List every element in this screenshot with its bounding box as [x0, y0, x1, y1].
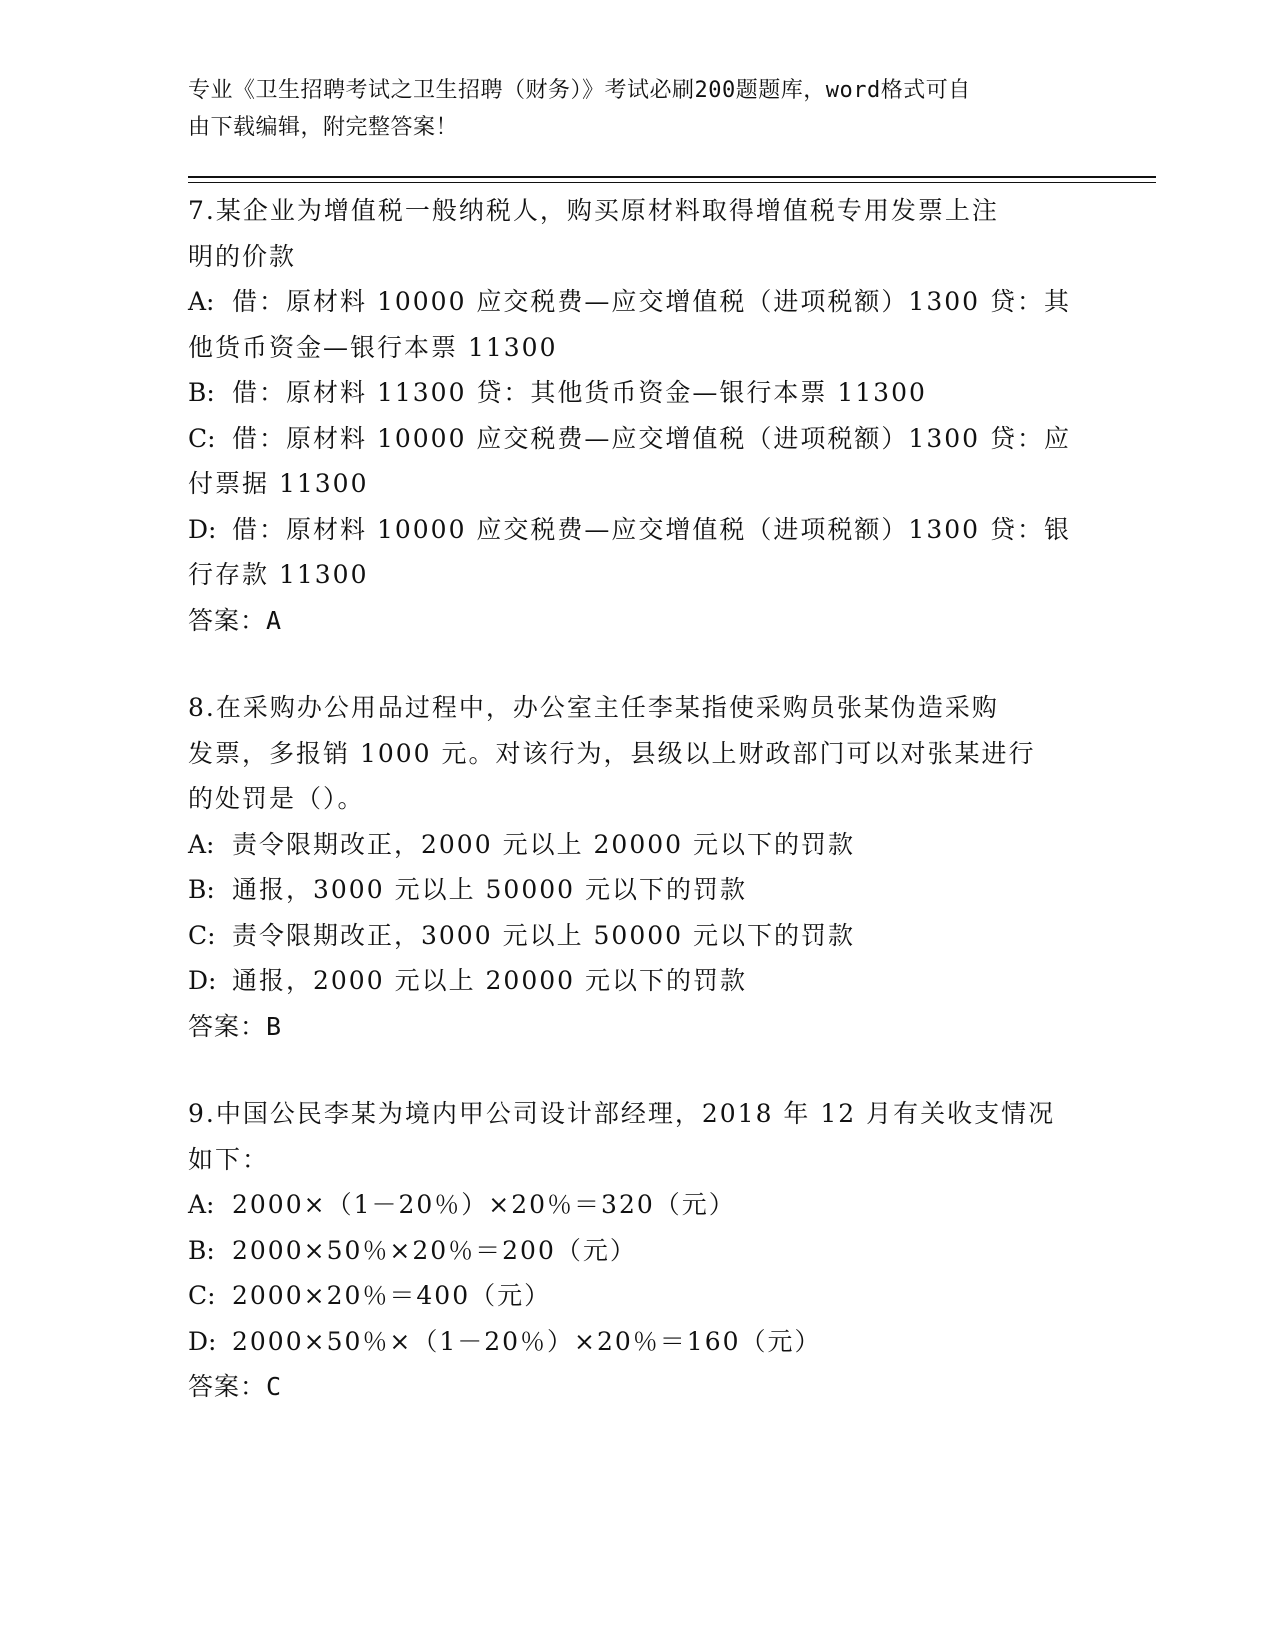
header-line-2: 由下载编辑，附完整答案！	[188, 115, 459, 140]
header-divider-thick	[188, 176, 1156, 178]
option-label: A:	[188, 829, 215, 859]
option-line	[188, 1273, 1088, 1319]
option-line	[188, 507, 1088, 553]
option-line	[188, 325, 1088, 371]
option-text: 借：原材料 10000 应交税费—应交增值税（进项税额）1300 贷：其	[232, 287, 1071, 316]
option-line	[188, 958, 1088, 1004]
option-text: 通报，3000 元以上 50000 元以下的罚款	[232, 875, 747, 904]
option-line	[188, 461, 1088, 507]
option-text: 2000×50％×20％＝200（元）	[232, 1235, 637, 1265]
option-line	[188, 1319, 1088, 1365]
option-label: D:	[188, 514, 217, 544]
option-label: B:	[188, 875, 215, 904]
option-line	[188, 370, 1088, 416]
option-text: 2000×（1－20％）×20％＝320（元）	[232, 1190, 736, 1219]
option-label: B:	[188, 378, 215, 407]
answer-line: 答案：A	[188, 605, 283, 635]
option-text: 借：原材料 11300 贷：其他货币资金—银行本票 11300	[232, 378, 927, 407]
question-stem-line: 发票，多报销 1000 元。对该行为，县级以上财政部门可以对张某进行	[188, 738, 1036, 768]
option-line	[188, 552, 1088, 598]
option-text: 借：原材料 10000 应交税费—应交增值税（进项税额）1300 贷：银	[232, 514, 1071, 544]
question-stem-line: 如下：	[188, 1144, 270, 1174]
question-block	[188, 1091, 1088, 1410]
option-text: 行存款 11300	[188, 560, 369, 589]
option-line	[188, 416, 1088, 462]
header-line-1: 专业《卫生招聘考试之卫生招聘（财务）》考试必刷200题题库，word格式可自	[188, 78, 971, 103]
option-label: D:	[188, 966, 217, 995]
option-label: C:	[188, 920, 216, 950]
option-text: 责令限期改正，3000 元以上 50000 元以下的罚款	[232, 920, 855, 950]
option-line	[188, 913, 1088, 959]
option-label: D:	[188, 1326, 217, 1356]
option-text: 2000×50％×（1－20％）×20％＝160（元）	[232, 1326, 822, 1356]
answer-line: 答案：C	[188, 1372, 283, 1401]
option-label: A:	[188, 287, 215, 316]
option-text: 通报，2000 元以上 20000 元以下的罚款	[232, 966, 747, 995]
option-text: 2000×20％＝400（元）	[232, 1281, 552, 1310]
option-text: 责令限期改正，2000 元以上 20000 元以下的罚款	[232, 829, 855, 859]
option-line	[188, 822, 1088, 868]
question-stem-line: 8.在采购办公用品过程中，办公室主任李某指使采购员张某伪造采购	[188, 693, 999, 722]
question-stem-line: 明的价款	[188, 241, 297, 271]
option-line	[188, 1182, 1088, 1228]
option-line	[188, 279, 1088, 325]
option-label: A:	[188, 1190, 215, 1219]
option-line	[188, 867, 1088, 913]
question-stem-line: 7.某企业为增值税一般纳税人，购买原材料取得增值税专用发票上注	[188, 196, 999, 225]
question-list	[188, 188, 1088, 1410]
question-stem-line: 的处罚是（）。	[188, 784, 365, 813]
option-line	[188, 1228, 1088, 1274]
option-label: B:	[188, 1235, 215, 1265]
document-header	[188, 72, 1068, 146]
question-block	[188, 685, 1088, 1049]
answer-line: 答案：B	[188, 1011, 283, 1041]
option-text: 他货币资金—银行本票 11300	[188, 332, 558, 362]
header-divider-thin	[188, 182, 1156, 183]
question-stem-line: 9.中国公民李某为境内甲公司设计部经理，2018 年 12 月有关收支情况	[188, 1099, 1056, 1128]
option-label: C:	[188, 1281, 216, 1310]
question-block	[188, 188, 1088, 643]
option-text: 付票据 11300	[188, 469, 369, 498]
option-text: 借：原材料 10000 应交税费—应交增值税（进项税额）1300 贷：应	[232, 423, 1071, 453]
option-label: C:	[188, 423, 216, 453]
